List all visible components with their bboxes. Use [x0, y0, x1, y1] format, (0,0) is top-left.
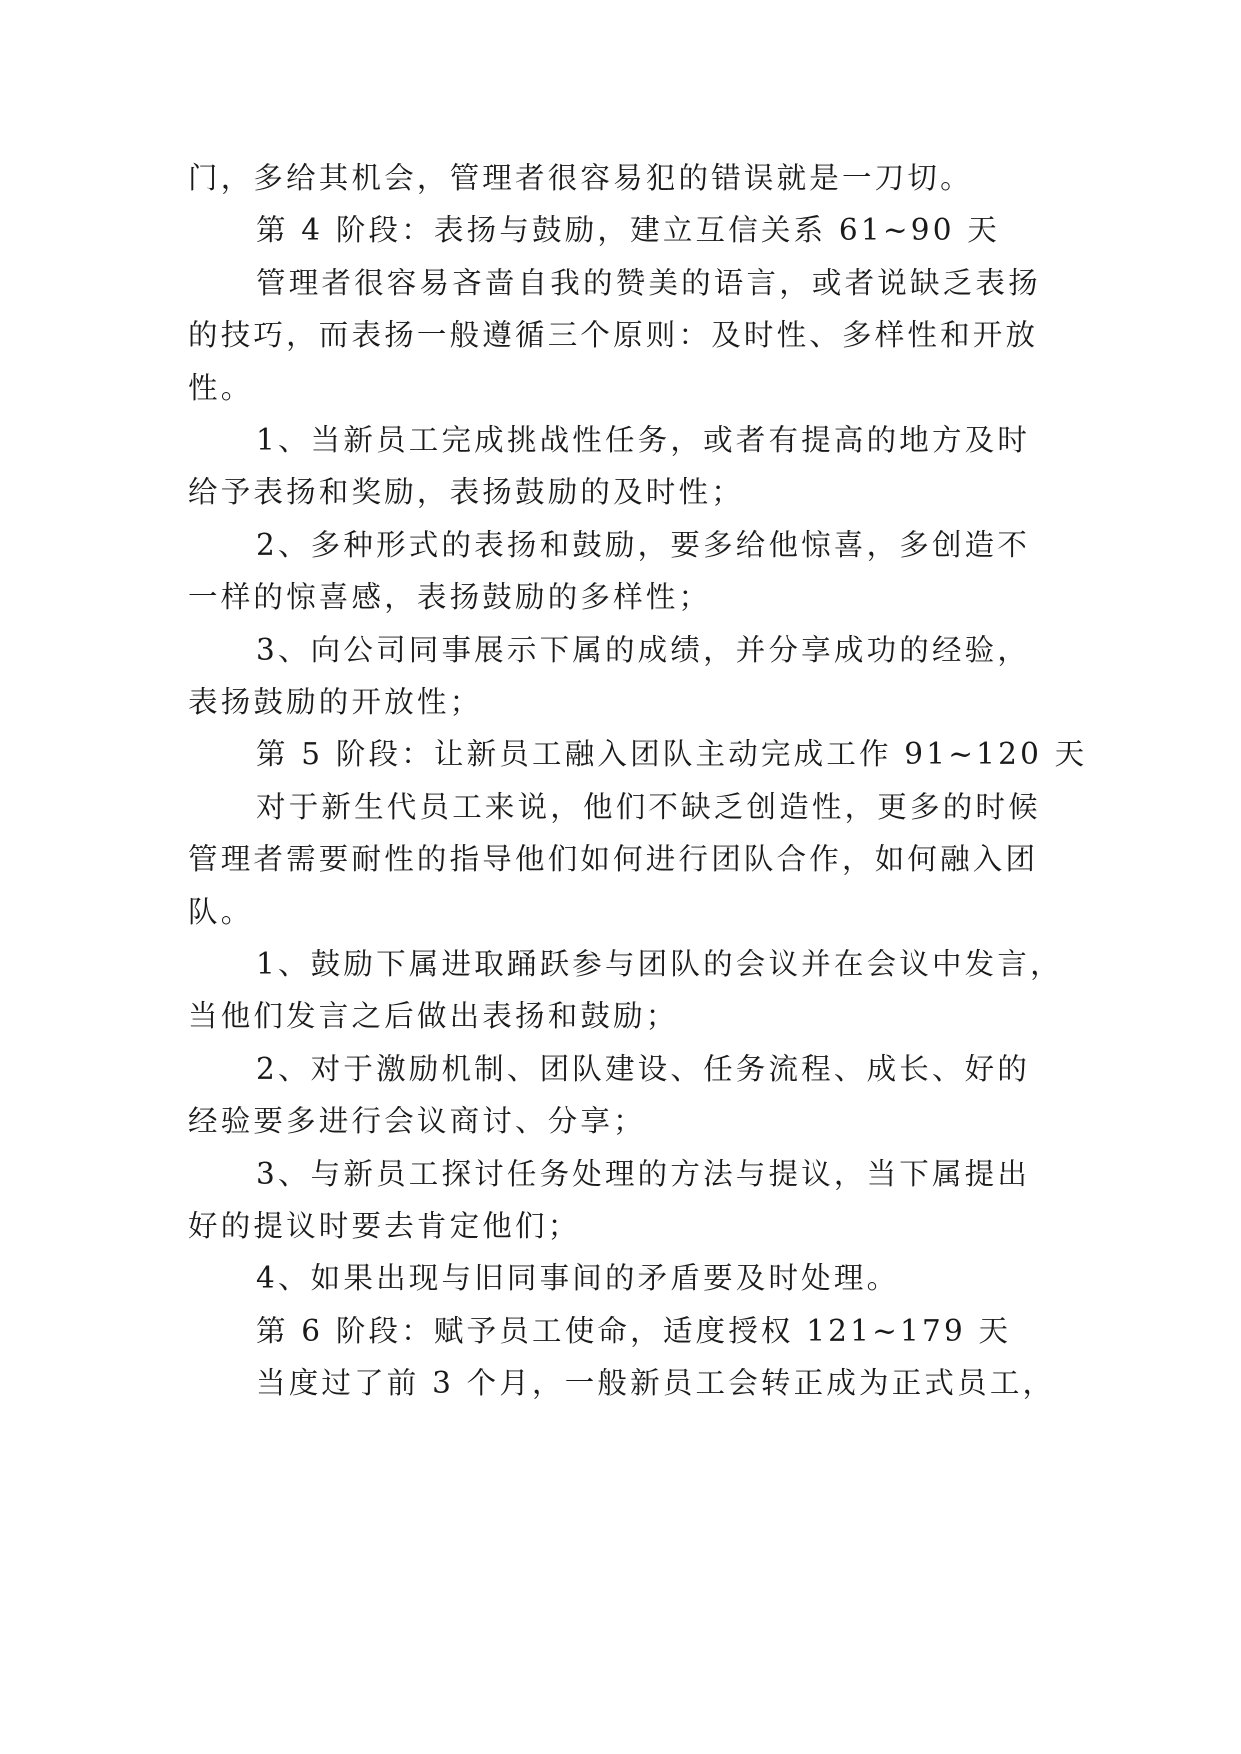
text-line: 管理者很容易吝啬自我的赞美的语言，或者说缺乏表扬 [256, 266, 1041, 300]
text-line: 管理者需要耐性的指导他们如何进行团队合作，如何融入团 [188, 842, 1039, 876]
list-item: 3、向公司同事展示下属的成绩，并分享成功的经验， [256, 633, 1031, 667]
text-line: 表扬鼓励的开放性； [188, 685, 483, 719]
list-item: 1、当新员工完成挑战性任务，或者有提高的地方及时 [256, 423, 1031, 457]
text-line: 经验要多进行会议商讨、分享； [188, 1104, 646, 1138]
text-line: 门，多给其机会，管理者很容易犯的错误就是一刀切。 [188, 161, 973, 195]
list-item: 4、如果出现与旧同事间的矛盾要及时处理。 [256, 1261, 900, 1295]
section-heading-stage-4: 第 4 阶段：表扬与鼓励，建立互信关系 61~90 天 [256, 213, 1000, 247]
text-line: 性。 [188, 371, 254, 405]
section-heading-stage-5: 第 5 阶段：让新员工融入团队主动完成工作 91~120 天 [256, 737, 1088, 771]
text-line: 好的提议时要去肯定他们； [188, 1209, 581, 1243]
list-item: 3、与新员工探讨任务处理的方法与提议，当下属提出 [256, 1157, 1031, 1191]
section-heading-stage-6: 第 6 阶段：赋予员工使命，适度授权 121~179 天 [256, 1314, 1012, 1348]
list-item: 2、对于激励机制、团队建设、任务流程、成长、好的 [256, 1052, 1031, 1086]
text-line: 队。 [188, 895, 254, 929]
text-line: 的技巧，而表扬一般遵循三个原则：及时性、多样性和开放 [188, 318, 1039, 352]
text-line: 对于新生代员工来说，他们不缺乏创造性，更多的时候 [256, 790, 1041, 824]
text-line: 给予表扬和奖励，表扬鼓励的及时性； [188, 475, 744, 509]
list-item: 2、多种形式的表扬和鼓励，要多给他惊喜，多创造不 [256, 528, 1031, 562]
text-line: 当度过了前 3 个月，一般新员工会转正成为正式员工， [256, 1366, 1056, 1400]
text-line: 一样的惊喜感，表扬鼓励的多样性； [188, 580, 712, 614]
list-item: 1、鼓励下属进取踊跃参与团队的会议并在会议中发言， [256, 947, 1063, 981]
text-line: 当他们发言之后做出表扬和鼓励； [188, 999, 679, 1033]
